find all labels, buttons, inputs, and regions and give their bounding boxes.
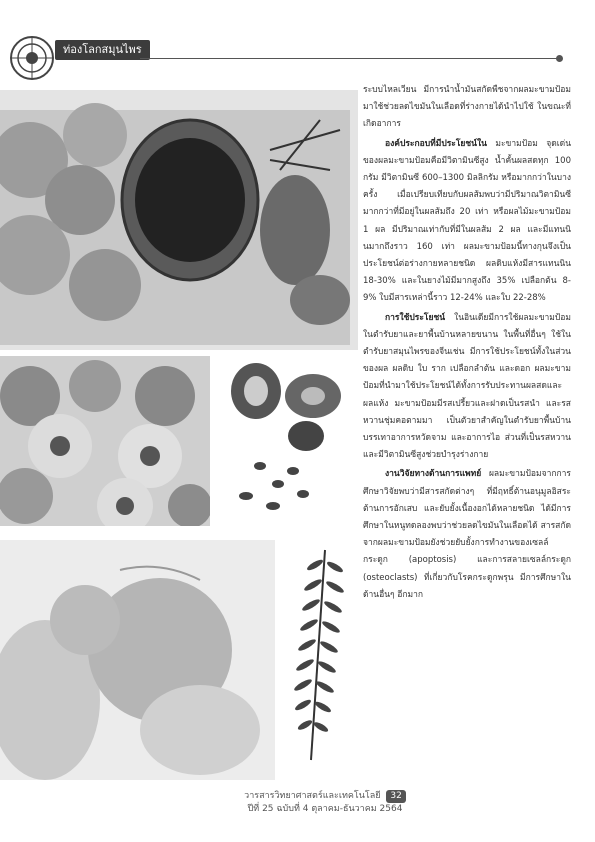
usage-paragraph xyxy=(363,310,571,465)
photo-gooseberry-juice xyxy=(0,90,358,350)
page-footer xyxy=(200,790,450,816)
header-rule-dot xyxy=(556,55,563,62)
herb-circle-logo xyxy=(8,34,56,82)
page-number: 32 xyxy=(386,790,405,803)
photo-seeds-art xyxy=(218,356,358,526)
usage-heading: การใช้ประโยชน์ xyxy=(385,312,446,323)
journal-title: วารสารวิทยาศาสตร์และเทคโนโลยี xyxy=(244,791,381,801)
research-paragraph xyxy=(363,466,571,604)
research-text: ผลมะขามป้อมจากการศึกษาวิจัยพบว่ามีสารสกัดต่างๆ ที่มีฤทธิ์ต้านอนุมูลอิสระ ต้านการอักเสบ และยับยั้งเนื้องอกได้หลายชนิด ได้มีการศึกษาในหนูทดลองพบว่าช่วยลดไขมันในเลือดได้ สารสกัดจากผลมะขามป้อมยังช่วยยับยั้งการทำงานของเซลล์กระดูก (apoptosis) และการสลายเซลล์กระดูก (osteoclasts) ที่เกี่ยวกับโรคกระดูกพรุน มีการศึกษาในด้านอื่นๆ อีกมาก xyxy=(363,469,571,600)
composition-paragraph xyxy=(363,136,571,308)
photo-leaf xyxy=(285,545,357,765)
section-title: ท่องโลกสมุนไพร xyxy=(55,40,150,60)
photo-seeds xyxy=(218,356,358,526)
photo-gooseberry-juice-art xyxy=(0,90,358,350)
photo-leaf-art xyxy=(285,545,357,765)
article-column xyxy=(363,82,571,604)
page-header xyxy=(0,28,595,68)
issue-info: ปีที่ 25 ฉบับที่ 4 ตุลาคม-ธันวาคม 2564 xyxy=(247,804,403,814)
usage-text: ในอินเดียมีการใช้ผลมะขามป้อมในตำรับยาและยาพื้นบ้านหลายขนาน ในพื้นที่อื่นๆ ใช้ในตำรับยาสมุนไพรของจีนเช่น มีการใช้ประโยชน์ทั้งในส่วนของผล ผลดิบ ใบ ราก เปลือกลำต้น และดอก ผลมะขามป้อมที่นำมาใช้ประโยชน์ได้ทั้งการรับประทานผลสดและผลแห้ง มะขามป้อมมีรสเปรี้ยวและฝาดเป็นรสนำ และรสหวานชุ่มคอตามมา เป็นตัวยาสำคัญในตำรับยาพื้นบ้านบรรเทาอาการหวัดจาม และอาการไอ ส่วนที่เป็นรสหวานและมีวิตามินซีสูงช่วยบำรุงร่างกาย xyxy=(363,312,571,461)
research-heading: งานวิจัยทางด้านการแพทย์ xyxy=(385,469,482,480)
photo-halved-fruit-art xyxy=(0,356,210,526)
composition-heading: องค์ประกอบที่มีประโยชน์ใน xyxy=(385,138,487,149)
composition-text: มะขามป้อม จุดเด่นของผลมะขามป้อมคือมีวิตามินซีสูง น้ำคั้นผลสดทุก 100 กรัม มีวิตามินซี 600–1300 มิลลิกรัม หรือมากกว่าในบางครั้ง เมื่อเปรียบเทียบกับผลส้มพบว่ามีปริมาณวิตามินซีมากกว่าที่มีอยู่ในผลส้มถึง 20 เท่า หรือผลไม้มะขามป้อม 1 ผล มีปริมาณเท่ากับที่มีในผลส้ม 2 ผล และมีแทนนินมากถึงราว 160 เท่า ผลมะขามป้อมนี้ทางกุนจึงเป็นประโยชน์ต่อร่างกายหลายชนิด ผลดิบแห้งมีสารแทนนิน 18-30% และในยางไม้มีมากสูงถึง 35% เปลือกต้น 8-9% ใบมีสารเหล่านี้ราว 12-24% และใบ 22-28% xyxy=(363,138,571,304)
photo-halved-fruit xyxy=(0,356,210,526)
photo-fruit-in-hand-art xyxy=(0,540,275,780)
footer-journal-line xyxy=(200,790,450,803)
lead-paragraph: ระบบไหลเวียน มีการนำน้ำมันสกัดพืชจากผลมะขามป้อมมาใช้ช่วยลดไขมันในเลือดที่ร่างกายได้นำไปใช้ ในขณะที่เกิดอาการ xyxy=(363,85,571,130)
header-rule xyxy=(140,58,562,59)
photo-fruit-in-hand xyxy=(0,540,275,780)
